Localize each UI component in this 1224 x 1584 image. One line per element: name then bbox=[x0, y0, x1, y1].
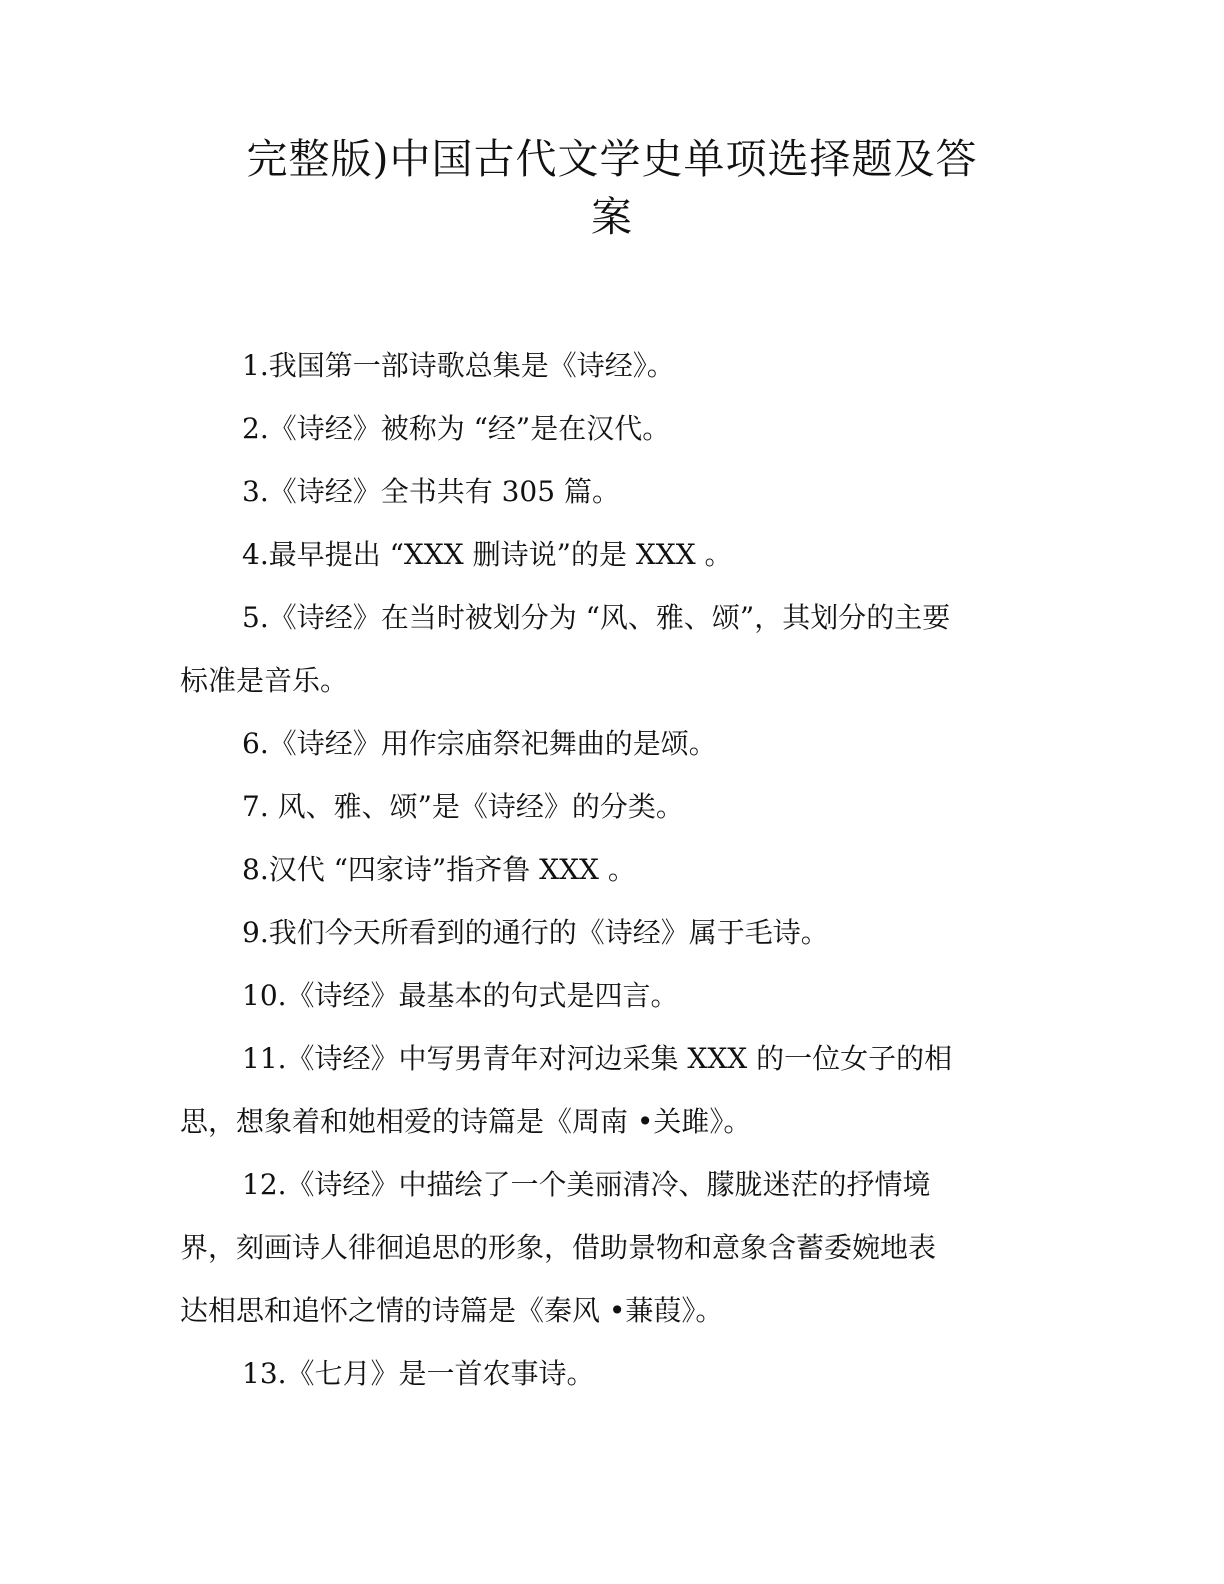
item-12-line-3: 达相思和追怀之情的诗篇是《秦风 •蒹葭》。 bbox=[180, 1294, 724, 1327]
item-2 bbox=[180, 397, 1050, 460]
title-line-2: 案 bbox=[591, 193, 633, 241]
title-line-1: 完整版)中国古代文学史单项选择题及答 bbox=[246, 135, 978, 183]
item-6 bbox=[180, 712, 1050, 775]
item-12-line-2: 界，刻画诗人徘徊追思的形象，借助景物和意象含蓄委婉地表 bbox=[180, 1231, 937, 1264]
item-4-text: 4.最早提出 “XXX 删诗说”的是 XXX 。 bbox=[242, 538, 733, 571]
item-5-line-2: 标准是音乐。 bbox=[180, 664, 349, 697]
item-6-text: 6.《诗经》用作宗庙祭祀舞曲的是颂。 bbox=[242, 727, 717, 760]
item-7 bbox=[180, 775, 1050, 838]
item-12 bbox=[180, 1153, 1050, 1342]
item-5-line-1: 5.《诗经》在当时被划分为 “风、雅、颂”，其划分的主要 bbox=[242, 601, 951, 634]
item-3 bbox=[180, 460, 1050, 523]
item-8-text: 8.汉代 “四家诗”指齐鲁 XXX 。 bbox=[242, 853, 636, 886]
item-10 bbox=[180, 964, 1050, 1027]
item-8 bbox=[180, 838, 1050, 901]
item-1 bbox=[180, 334, 1050, 397]
item-12-line-1: 12.《诗经》中描绘了一个美丽清冷、朦胧迷茫的抒情境 bbox=[242, 1168, 931, 1201]
item-2-text: 2.《诗经》被称为 “经”是在汉代。 bbox=[242, 412, 671, 445]
item-9 bbox=[180, 901, 1050, 964]
item-13-text: 13.《七月》是一首农事诗。 bbox=[242, 1357, 595, 1390]
document-title bbox=[180, 130, 1044, 246]
item-11-line-2: 思，想象着和她相爱的诗篇是《周南 •关雎》。 bbox=[180, 1105, 752, 1138]
item-11 bbox=[180, 1027, 1050, 1153]
item-13 bbox=[180, 1342, 1050, 1405]
item-10-text: 10.《诗经》最基本的句式是四言。 bbox=[242, 979, 679, 1012]
item-4 bbox=[180, 523, 1050, 586]
item-3-text: 3.《诗经》全书共有 305 篇。 bbox=[242, 475, 620, 508]
item-11-line-1: 11.《诗经》中写男青年对河边采集 XXX 的一位女子的相 bbox=[242, 1042, 953, 1075]
item-9-text: 9.我们今天所看到的通行的《诗经》属于毛诗。 bbox=[242, 916, 829, 949]
item-7-text: 7. 风、雅、颂”是《诗经》的分类。 bbox=[242, 790, 684, 823]
item-1-text: 1.我国第一部诗歌总集是《诗经》。 bbox=[242, 349, 675, 382]
item-5 bbox=[180, 586, 1050, 712]
